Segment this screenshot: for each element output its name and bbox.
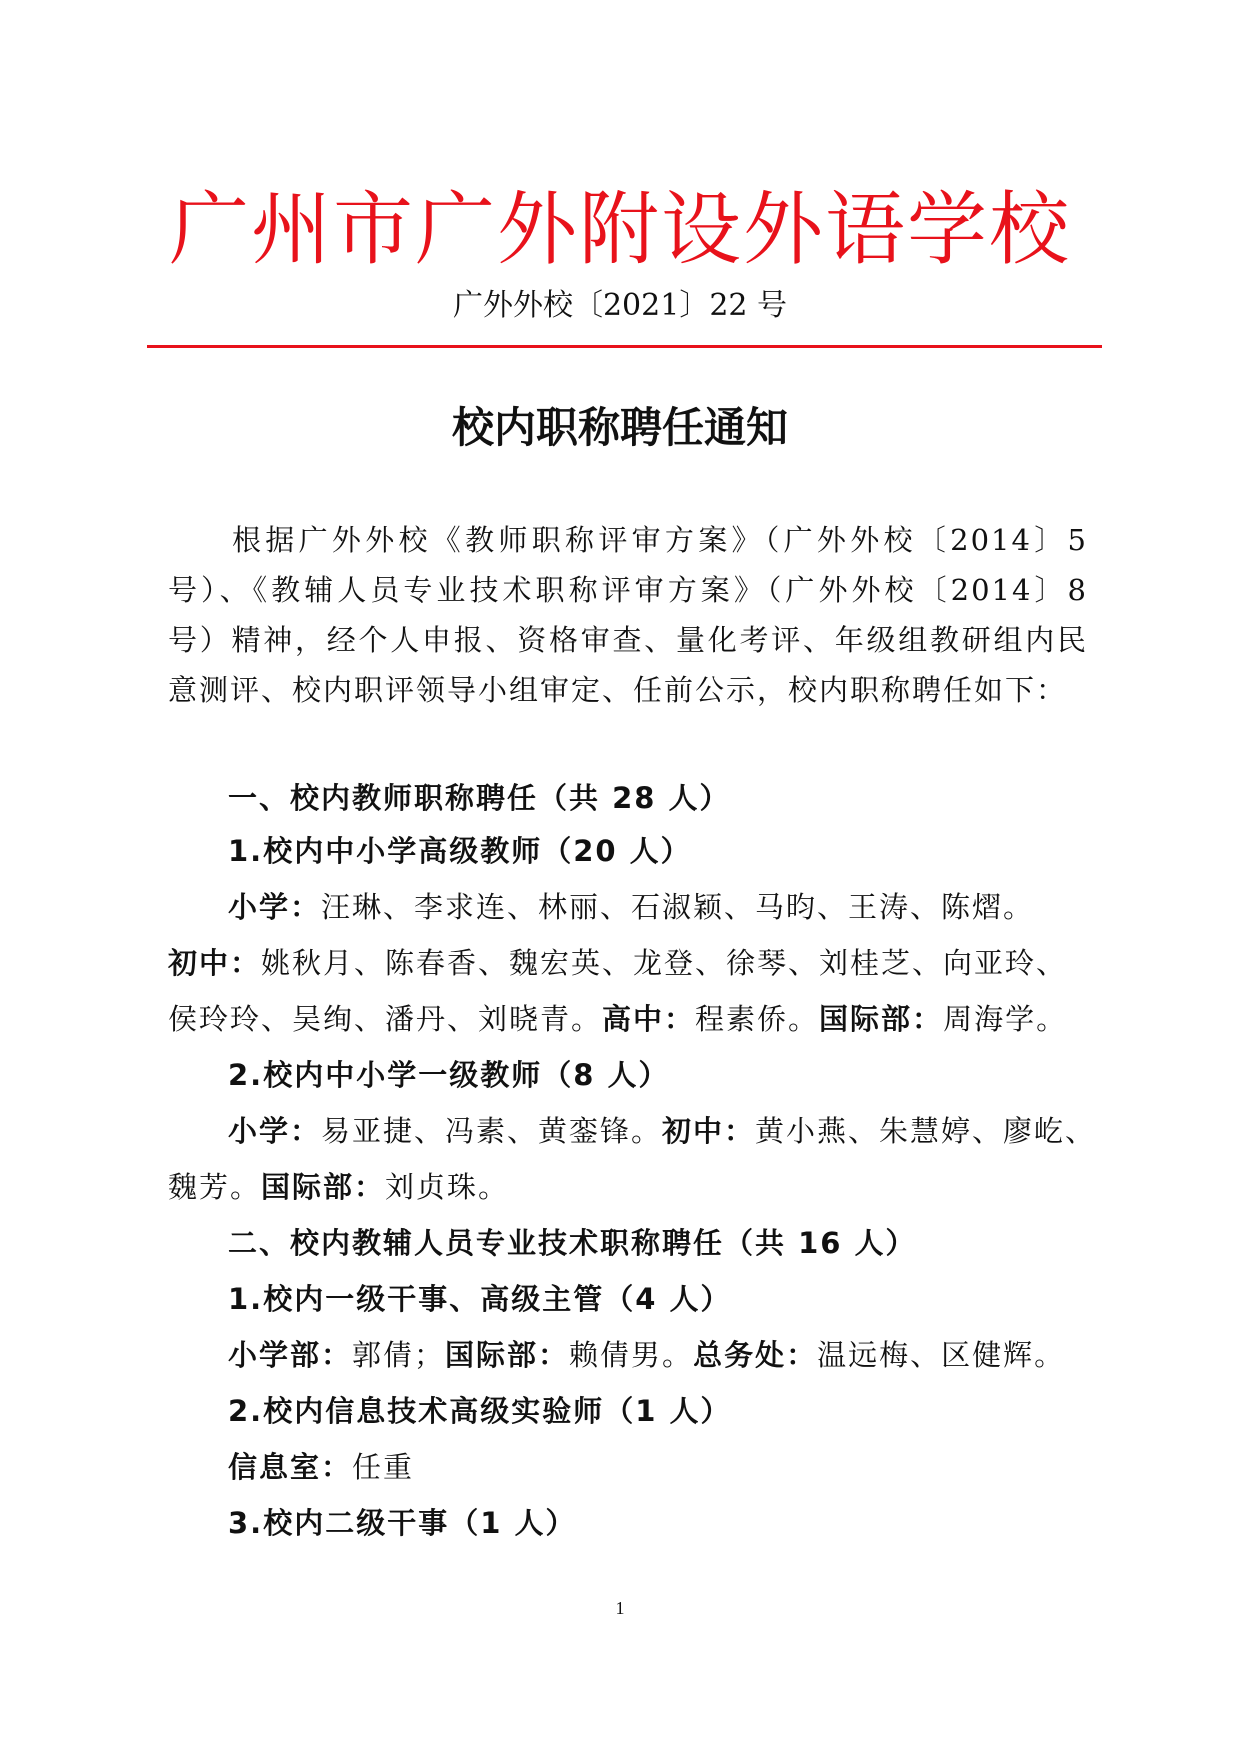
label-middle: 初中： [662, 1114, 756, 1148]
section1-heading: 一、校内教师职称聘任（共 28 人） [228, 781, 731, 815]
names-middle-1: 姚秋月、陈春香、魏宏英、龙登、徐琴、刘桂芝、向亚玲、 [261, 946, 1068, 980]
section2-sub2-heading: 2.校内信息技术高级实验师（1 人） [228, 1394, 732, 1428]
names-intl: 周海学。 [943, 1002, 1068, 1036]
section1-sub1-middle-line-2 [168, 999, 1108, 1039]
red-divider-line [147, 345, 1102, 348]
names-high: 程素侨。 [695, 1002, 820, 1036]
label-intl: 国际部： [261, 1170, 386, 1204]
section1-sub2-line-1 [228, 1111, 1108, 1151]
section2-sub3-heading: 3.校内二级干事（1 人） [228, 1506, 577, 1540]
page-number: 1 [615, 1598, 625, 1618]
label-primary: 小学： [228, 1114, 322, 1148]
section1-sub2-line-2 [168, 1167, 1108, 1207]
label-middle: 初中： [168, 946, 262, 980]
names-info-office: 任重 [352, 1450, 415, 1484]
names-intl: 赖倩男。 [569, 1338, 694, 1372]
names-primary: 易亚捷、冯素、黄銮锋。 [321, 1114, 663, 1148]
section2-sub1-line [228, 1335, 1108, 1375]
notice-title: 校内职称聘任通知 [451, 403, 788, 452]
section1-sub2-heading: 2.校内中小学一级教师（8 人） [228, 1058, 670, 1092]
school-name-header: 广州市广外附设外语学校 [169, 183, 1071, 276]
label-intl: 国际部： [445, 1338, 570, 1372]
names-middle: 黄小燕、朱慧婷、廖屹、 [755, 1114, 1097, 1148]
names-primary-dept: 郭倩； [352, 1338, 446, 1372]
names-middle-2: 魏芳。 [168, 1170, 262, 1204]
names-middle-2: 侯玲玲、吴绚、潘丹、刘晓青。 [168, 1002, 603, 1036]
label-primary-dept: 小学部： [228, 1338, 353, 1372]
names-general-affairs: 温远梅、区健辉。 [817, 1338, 1066, 1372]
section1-sub1-heading: 1.校内中小学高级教师（20 人） [228, 834, 692, 868]
names-primary: 汪琳、李求连、林丽、石淑颖、马昀、王涛、陈熠。 [321, 890, 1035, 924]
section2-sub1-heading: 1.校内一级干事、高级主管（4 人） [228, 1282, 732, 1316]
label-info-office: 信息室： [228, 1450, 353, 1484]
intro-paragraph: 根据广外外校《教师职称评审方案》（广外外校〔2014〕5号）、《教辅人员专业技术职称评审方案》（广外外校〔2014〕8 号）精神，经个人申报、资格审查、量化考评、年级组教研组内民意测评、校内职评领导小组审定、任前公示，校内职称聘任如下： [168, 523, 1088, 707]
names-intl: 刘贞珠。 [385, 1170, 510, 1204]
section1-sub1-primary-line [228, 887, 1108, 927]
section1-sub1-middle-line-1 [168, 943, 1108, 983]
label-primary: 小学： [228, 890, 322, 924]
section2-sub2-line [228, 1447, 1108, 1487]
document-number: 广外外校〔2021〕22 号 [452, 288, 788, 323]
section2-heading: 二、校内教辅人员专业技术职称聘任（共 16 人） [228, 1226, 917, 1260]
label-high: 高中： [602, 1002, 696, 1036]
label-intl: 国际部： [819, 1002, 944, 1036]
label-general-affairs: 总务处： [693, 1338, 818, 1372]
